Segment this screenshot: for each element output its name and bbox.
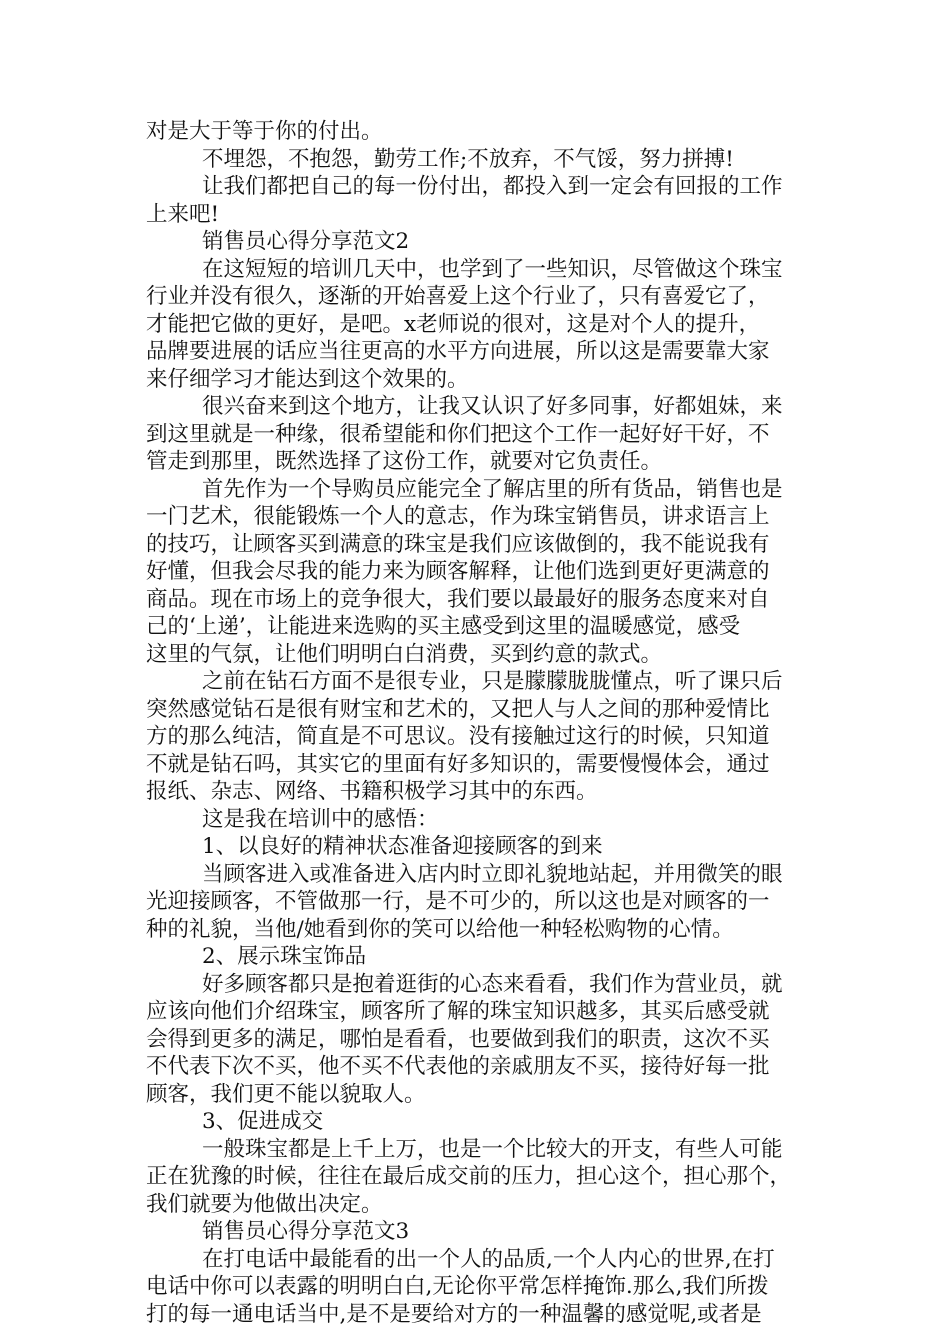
text-line: 到这里就是一种缘，很希望能和你们把这个工作一起好好干好，不 xyxy=(146,421,770,447)
text-line: 销售员心得分享范文3 xyxy=(202,1219,410,1244)
text-line: 这是我在培训中的感悟： xyxy=(202,806,439,832)
text-line: 商品。现在市场上的竞争很大，我们要以最最好的服务态度来对自 xyxy=(146,586,770,612)
text-line: 会得到更多的满足，哪怕是看看，也要做到我们的职责，这次不买 xyxy=(146,1026,770,1052)
text-line: 打的每一通电话当中,是不是要给对方的一种温馨的感觉呢,或者是 xyxy=(146,1301,762,1327)
text-line: 不埋怨，不抱怨，勤劳工作;不放弃，不气馁，努力拼搏! xyxy=(202,146,734,172)
text-line: 突然感觉钻石是很有财宝和艺术的，又把人与人之间的那种爱情比 xyxy=(146,696,770,722)
text-line: 种的礼貌，当他/她看到你的笑可以给他一种轻松购物的心情。 xyxy=(146,916,734,942)
text-line: 2、展示珠宝饰品 xyxy=(202,944,367,969)
text-line: 之前在钻石方面不是很专业，只是朦朦胧胧懂点，听了课只后 xyxy=(202,669,783,694)
text-line: 管走到那里，既然选择了这份工作，就要对它负责任。 xyxy=(146,449,663,474)
text-line: 应该向他们介绍珠宝，顾客所了解的珠宝知识越多，其买后感受就 xyxy=(146,999,770,1024)
text-line: 好懂，但我会尽我的能力来为顾客解释，让他们选到更好更满意的 xyxy=(146,559,770,584)
text-line: 己的‘上递’，让能进来选购的买主感受到这里的温暖感觉，感受 xyxy=(146,614,741,639)
text-line: 1、以良好的精神状态准备迎接顾客的到来 xyxy=(202,834,603,859)
text-line: 一般珠宝都是上千上万，也是一个比较大的开支，有些人可能 xyxy=(202,1136,783,1162)
text-line: 销售员心得分享范文2 xyxy=(202,229,410,254)
document-body xyxy=(146,118,814,1328)
text-line: 我们就要为他做出决定。 xyxy=(146,1191,383,1217)
text-line: 在这短短的培训几天中，也学到了一些知识，尽管做这个珠宝 xyxy=(202,256,783,282)
text-line: 让我们都把自己的每一份付出，都投入到一定会有回报的工作 xyxy=(202,174,783,199)
text-line: 顾客，我们更不能以貌取人。 xyxy=(146,1081,426,1107)
text-line: 报纸、杂志、网络、书籍积极学习其中的东西。 xyxy=(146,779,598,804)
text-line: 上来吧! xyxy=(146,201,220,227)
text-line: 好多顾客都只是抱着逛街的心态来看看，我们作为营业员，就 xyxy=(202,971,783,997)
text-line: 很兴奋来到这个地方，让我又认识了好多同事，好都姐妹，来 xyxy=(202,394,783,419)
text-line: 行业并没有很久，逐渐的开始喜爱上这个行业了，只有喜爱它了， xyxy=(146,284,770,309)
text-line: 当顾客进入或准备进入店内时立即礼貌地站起，并用微笑的眼 xyxy=(202,861,783,887)
text-line: 对是大于等于你的付出。 xyxy=(146,119,383,144)
text-line: 才能把它做的更好，是吧。x老师说的很对，这是对个人的提升， xyxy=(146,311,761,337)
text-line: 3、促进成交 xyxy=(202,1109,324,1134)
text-line: 光迎接顾客，不管做那一行，是不可少的，所以这也是对顾客的一 xyxy=(146,889,770,914)
text-line: 的技巧，让顾客买到满意的珠宝是我们应该做倒的，我不能说我有 xyxy=(146,531,770,557)
text-line: 品牌要进展的话应当往更高的水平方向进展，所以这是需要靠大家 xyxy=(146,339,770,364)
text-line: 正在犹豫的时候，往往在最后成交前的压力，担心这个，担心那个， xyxy=(146,1164,792,1189)
text-line: 首先作为一个导购员应能完全了解店里的所有货品，销售也是 xyxy=(202,476,783,502)
text-line: 不代表下次不买，他不买不代表他的亲戚朋友不买，接待好每一批 xyxy=(146,1054,770,1079)
text-line: 电话中你可以表露的明明白白,无论你平常怎样掩饰.那么,我们所拨 xyxy=(146,1274,769,1299)
text-line: 不就是钻石吗，其实它的里面有好多知识的，需要慢慢体会，通过 xyxy=(146,751,770,777)
text-line: 在打电话中最能看的出一个人的品质,一个人内心的世界,在打 xyxy=(202,1246,775,1272)
text-line: 一门艺术，很能锻炼一个人的意志，作为珠宝销售员，讲求语言上 xyxy=(146,504,770,529)
text-line: 来仔细学习才能达到这个效果的。 xyxy=(146,366,469,392)
text-line: 这里的气氛，让他们明明白白消费，买到约意的款式。 xyxy=(146,641,663,667)
text-line: 方的那么纯洁，简直是不可思议。没有接触过这行的时候，只知道 xyxy=(146,724,770,749)
